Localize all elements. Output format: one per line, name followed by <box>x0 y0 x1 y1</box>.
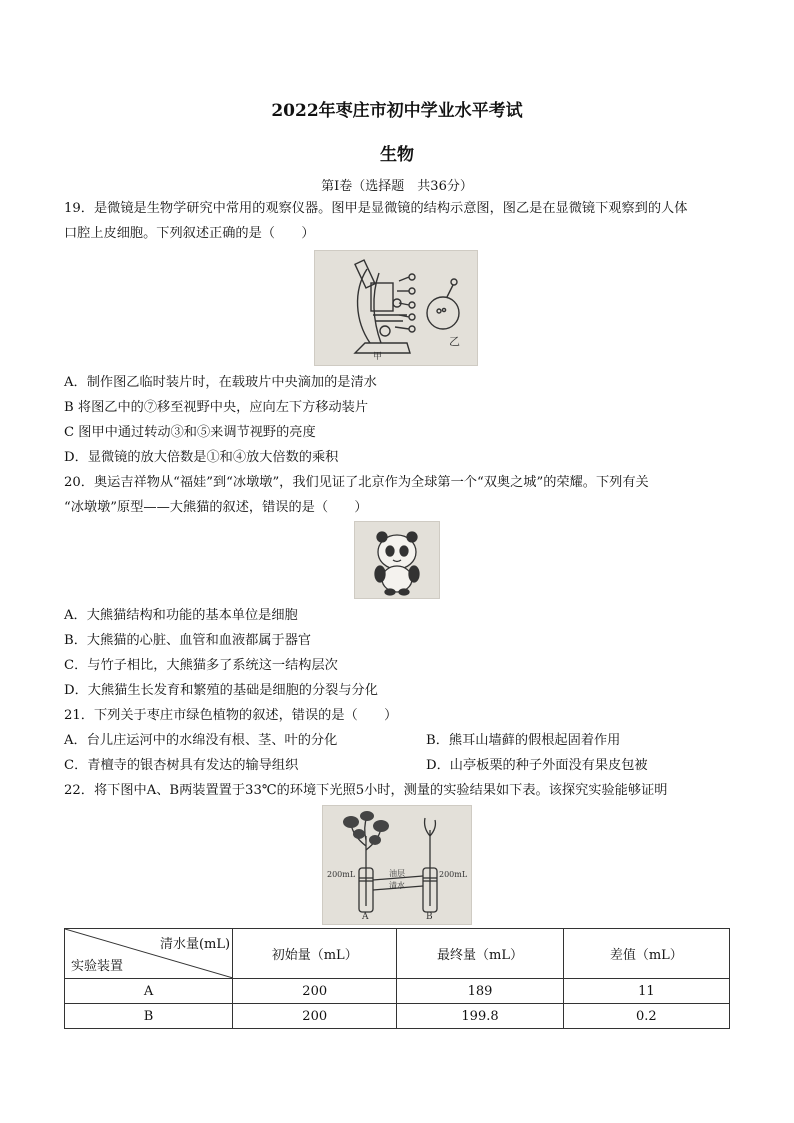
q20-option-b: B．大熊猫的心脏、血管和血液都属于器官 <box>64 633 312 648</box>
cell-final: 199.8 <box>397 1004 563 1029</box>
table-corner-cell <box>65 929 233 979</box>
fig-label-jia: 甲 <box>373 352 383 362</box>
microscope-figure <box>314 250 478 366</box>
fig-label-yi: 乙 <box>449 335 460 348</box>
q20-option-d: D．大熊猫生长发育和繁殖的基础是细胞的分裂与分化 <box>64 683 378 698</box>
q21-option-b: B．熊耳山墙藓的假根起固着作用 <box>426 733 621 748</box>
table-row <box>65 979 730 1004</box>
header-initial: 初始量（mL） <box>233 929 397 979</box>
q20-option-c: C．与竹子相比，大熊猫多了系统这一结构层次 <box>64 658 338 673</box>
device-label-b: B <box>426 912 433 922</box>
q21-option-d: D．山亭板栗的种子外面没有果皮包被 <box>426 758 648 773</box>
cell-diff: 0.2 <box>563 1004 729 1029</box>
table-header-row <box>65 929 730 979</box>
table-row <box>65 1004 730 1029</box>
q19-option-a: A．制作图乙临时装片时，在载玻片中央滴加的是清水 <box>64 375 377 390</box>
experiment-figure <box>322 805 472 925</box>
q20-option-a: A．大熊猫结构和功能的基本单位是细胞 <box>64 608 298 623</box>
q19-option-c: C 图甲中通过转动③和⑤来调节视野的亮度 <box>64 425 316 440</box>
cell-initial: 200 <box>233 979 397 1004</box>
q21-stem: 21．下列关于枣庄市绿色植物的叙述，错误的是（ ） <box>64 708 398 723</box>
q19-stem-line2: 口腔上皮细胞。下列叙述正确的是（ ） <box>64 226 315 241</box>
section-heading: 第Ⅰ卷（选择题 共36分） <box>321 179 473 194</box>
volume-label-a: 200mL <box>327 870 356 879</box>
cell-initial: 200 <box>233 1004 397 1029</box>
q21-option-a: A．台儿庄运河中的水绵没有根、茎、叶的分化 <box>64 733 338 748</box>
header-diff: 差值（mL） <box>563 929 729 979</box>
cell-device: B <box>65 1004 233 1029</box>
exam-title: 2022年枣庄市初中学业水平考试 <box>271 101 523 121</box>
panda-figure <box>354 521 440 599</box>
q22-stem: 22．将下图中A、B两装置置于33℃的环境下光照5小时，测量的实验结果如下表。该探究实验能够证明 <box>64 783 668 798</box>
q19-option-d: D．显微镜的放大倍数是①和④放大倍数的乘积 <box>64 450 339 465</box>
water-label: 清水 <box>389 881 405 890</box>
volume-label-b: 200mL <box>439 870 468 879</box>
header-final: 最终量（mL） <box>397 929 563 979</box>
subject-title: 生物 <box>380 145 414 165</box>
test-tube-illustration <box>323 806 471 924</box>
results-table <box>64 928 730 1029</box>
q19-stem-line1: 19．是微镜是生物学研究中常用的观察仪器。图甲是显微镜的结构示意图，图乙是在显微镜下观察到的人体 <box>64 201 688 216</box>
cell-device: A <box>65 979 233 1004</box>
device-label-a: A <box>362 912 369 922</box>
cell-final: 189 <box>397 979 563 1004</box>
q19-option-b: B 将图乙中的⑦移至视野中央，应向左下方移动装片 <box>64 400 369 415</box>
q21-option-c: C．青檀寺的银杏树具有发达的输导组织 <box>64 758 299 773</box>
corner-bottom-label: 实验装置 <box>71 959 124 974</box>
corner-top-label: 清水量(mL) <box>159 937 231 952</box>
q20-stem-line2: “冰墩墩”原型——大熊猫的叙述，错误的是（ ） <box>64 500 368 515</box>
q20-stem-line1: 20．奥运吉祥物从“福娃”到“冰墩墩”，我们见证了北京作为全球第一个“双奥之城”的荣耀。下列有关 <box>64 475 649 490</box>
cell-diff: 11 <box>563 979 729 1004</box>
oil-layer-label: 油层 <box>389 869 405 878</box>
bing-dwen-dwen-illustration <box>355 522 439 598</box>
